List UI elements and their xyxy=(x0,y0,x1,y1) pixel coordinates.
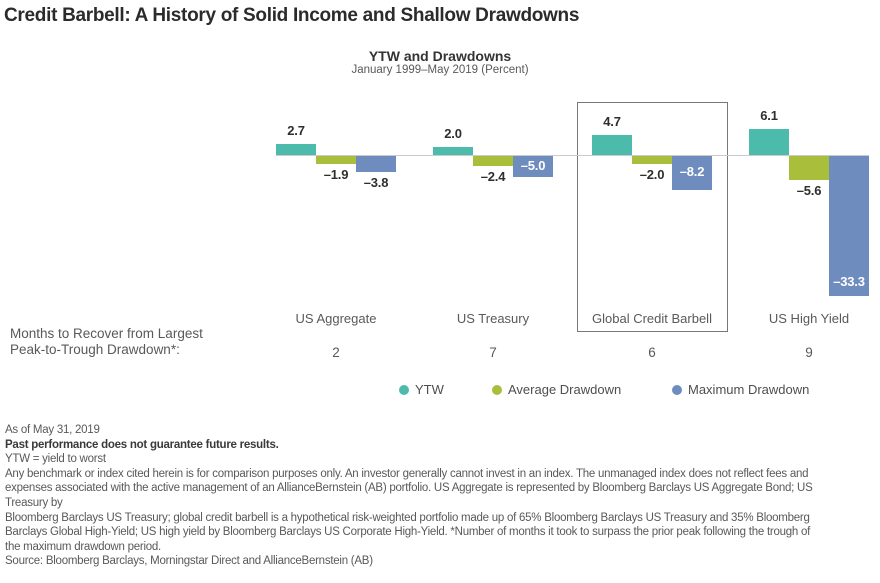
legend-dot-ytw-icon xyxy=(399,385,409,395)
footnotes xyxy=(5,423,880,569)
months-to-recover-label-line1: Months to Recover from Largest xyxy=(10,326,203,341)
footnote-lines xyxy=(5,467,880,555)
category-label: US Treasury xyxy=(456,311,530,326)
chart-title: YTW and Drawdowns xyxy=(368,48,512,64)
value-label: –2.0 xyxy=(639,167,665,182)
value-label: 2.0 xyxy=(444,126,462,141)
footnote-disclaimer: Past performance does not guarantee future results. xyxy=(5,438,279,451)
legend-item-average-drawdown xyxy=(492,383,621,397)
value-label: –1.9 xyxy=(323,167,349,182)
legend-item-ytw xyxy=(399,383,444,397)
months-to-recover-value: 7 xyxy=(489,345,497,360)
legend-label-ytw: YTW xyxy=(415,382,444,397)
category-label: US Aggregate xyxy=(295,311,377,326)
months-to-recover-label-line2: Peak-to-Trough Drawdown*: xyxy=(10,341,180,357)
footnote-line: the maximum drawdown period. xyxy=(5,540,161,553)
bar-ytw xyxy=(749,129,789,155)
footnote-as-of: As of May 31, 2019 xyxy=(5,424,100,436)
bar-average-drawdown xyxy=(473,156,513,166)
category-label: Global Credit Barbell xyxy=(592,311,712,326)
bar-average-drawdown xyxy=(789,156,829,180)
bar-ytw xyxy=(592,135,632,155)
bar-ytw xyxy=(276,144,316,155)
value-label: 6.1 xyxy=(760,108,778,123)
legend-dot-maximum-drawdown-icon xyxy=(672,385,682,395)
value-label: 2.7 xyxy=(287,123,305,138)
footnote-line: Bloomberg Barclays US Treasury; global credit barbell is a hypothetical risk-weighted portfolio made up of 65% Bloomberg Barclays US Treasury and 35% Bloomberg xyxy=(5,511,810,524)
page-title: Credit Barbell: A History of Solid Income and Shallow Drawdowns xyxy=(4,5,580,26)
months-to-recover-value: 9 xyxy=(805,345,813,360)
months-to-recover-label xyxy=(10,326,203,357)
category-label: US High Yield xyxy=(768,311,850,326)
value-label: –3.8 xyxy=(363,175,389,190)
value-label: –33.3 xyxy=(833,274,865,289)
footnote-line: Barclays Global High-Yield; US high yield by Bloomberg Barclays US Corporate High-Yield. *Number of months it took to surpass the prior peak following the trough of xyxy=(5,526,811,539)
value-label: 4.7 xyxy=(603,114,621,129)
value-label: –2.4 xyxy=(480,169,506,184)
bar-ytw xyxy=(433,147,473,155)
footnote-source: Source: Bloomberg Barclays, Morningstar Direct and AllianceBernstein (AB) xyxy=(5,555,373,568)
chart-subtitle: January 1999–May 2019 (Percent) xyxy=(351,64,529,76)
footnote-ytw-definition: YTW = yield to worst xyxy=(5,453,106,466)
value-label: –5.0 xyxy=(520,158,546,173)
bar-maximum-drawdown xyxy=(356,156,396,172)
footnote-line: Any benchmark or index cited herein is for comparison purposes only. An investor generally cannot invest in an index. The unmanaged index does not reflect fees and xyxy=(5,467,809,480)
legend-label-average-drawdown: Average Drawdown xyxy=(508,382,622,397)
legend-item-maximum-drawdown xyxy=(672,383,809,397)
value-label: –5.6 xyxy=(796,183,822,198)
bar-average-drawdown xyxy=(632,156,672,164)
bar-average-drawdown xyxy=(316,156,356,164)
legend-dot-average-drawdown-icon xyxy=(492,385,502,395)
footnote-line: expenses associated with the active management of an AllianceBernstein (AB) portfolio. US Aggregate is represented by Bloomberg Barclays US Aggregate Bond; US xyxy=(5,482,813,495)
months-to-recover-value: 6 xyxy=(648,345,656,360)
footnote-line: Treasury by xyxy=(5,496,63,509)
value-label: –8.2 xyxy=(679,164,705,179)
legend-label-maximum-drawdown: Maximum Drawdown xyxy=(688,382,810,397)
months-to-recover-value: 2 xyxy=(332,345,340,360)
